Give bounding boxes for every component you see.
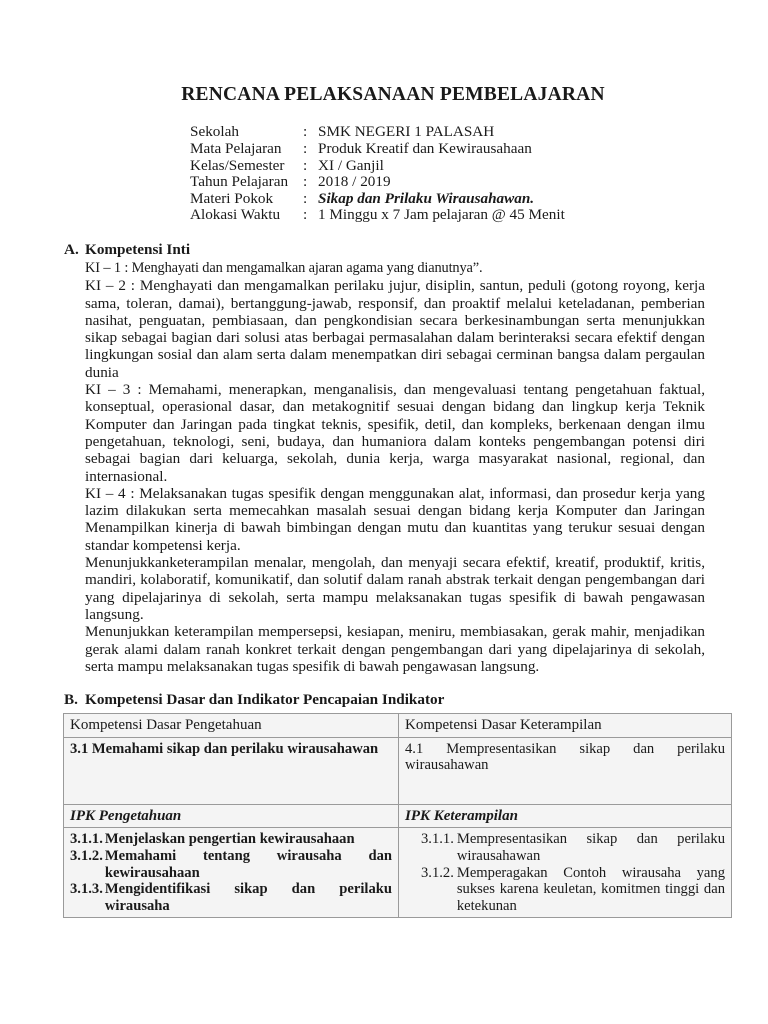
section-a-title: Kompetensi Inti	[85, 241, 191, 258]
ki-item-1: KI – 1 : Menghayati dan mengamalkan ajaran agama yang dianutnya”.	[85, 260, 483, 276]
ipk-number: 3.1.3.	[70, 881, 103, 898]
meta-value-sekolah: SMK NEGERI 1 PALASAH	[318, 123, 495, 141]
list-item	[70, 848, 392, 881]
kd-text-keterampilan: 4.1 Mempresentasikan sikap dan perilaku wirausahawan	[405, 740, 725, 774]
meta-label-tahun-pelajaran: Tahun Pelajaran	[190, 173, 289, 191]
section-kompetensi-inti	[0, 241, 768, 675]
section-a-letter: A.	[64, 241, 79, 258]
table-cell-header-pengetahuan	[64, 714, 399, 738]
ipk-text: Menjelaskan pengertian kewirausahaan	[104, 831, 355, 848]
meta-colon-tahun-pelajaran: :	[303, 173, 308, 191]
meta-colon-materi-pokok: :	[303, 189, 308, 207]
meta-row-mata-pelajaran	[190, 141, 768, 158]
kd-text-pengetahuan: 3.1 Memahami sikap dan perilaku wirausahawan	[70, 740, 379, 757]
meta-colon-mata-pelajaran: :	[303, 140, 308, 158]
section-b-letter: B.	[64, 691, 78, 709]
ki-item-keterampilan-konkret: Menunjukkan keterampilan mempersepsi, kesiapan, meniru, membiasakan, gerak mahir, menjadikan gerak alami dalam ranah konkret terkait dengan pengembangan dari yang dipelajarinya di sekolah, serta mampu melaksanakan tugas spesifik di bawah pengawasan langsung.	[85, 623, 705, 675]
table-cell-ipk-list-pengetahuan	[64, 828, 399, 918]
list-item	[70, 831, 392, 848]
section-kompetensi-dasar	[0, 691, 768, 709]
meta-value-materi-pokok: Sikap dan Prilaku Wirausahawan.	[318, 189, 535, 207]
list-item	[70, 881, 392, 914]
kompetensi-dasar-table-wrapper	[0, 713, 768, 918]
ipk-text: Mempresentasikan sikap dan perilaku wirausahawan	[456, 831, 725, 864]
kompetensi-dasar-table	[63, 713, 732, 918]
meta-row-alokasi-waktu	[190, 207, 768, 224]
meta-label-kelas-semester: Kelas/Semester	[190, 156, 285, 174]
header-label-ipk-keterampilan: IPK Keterampilan	[405, 807, 518, 824]
meta-row-sekolah	[190, 124, 768, 141]
table-row-ipk-body	[64, 828, 732, 918]
ki-item-2: KI – 2 : Menghayati dan mengamalkan perilaku jujur, disiplin, santun, peduli (gotong royong, kerja sama, toleran, damai), bertanggung-jawab, responsif, dan proaktif melalui keteladanan, pemberian nasihat, penguatan, pembiasaan, dan pengkondisian secara berkesinambungan serta menunjukkan sikap sebagai bagian dari solusi atas berbagai permasalahan dalam berinteraksi secara efektif dengan lingkungan sosial dan alam serta dalam menempatkan diri sebagai cerminan bangsa dalam pergaulan dunia	[85, 277, 705, 381]
ipk-text: Memperagakan Contoh wirausaha yang sukses karena keuletan, komitmen tinggi dan ketekunan	[456, 864, 725, 914]
table-cell-ipk-list-keterampilan	[399, 828, 732, 918]
table-cell-kd-keterampilan	[399, 737, 732, 804]
meta-colon-alokasi-waktu: :	[303, 206, 308, 224]
meta-label-materi-pokok: Materi Pokok	[190, 189, 274, 207]
meta-value-mata-pelajaran: Produk Kreatif dan Kewirausahaan	[318, 140, 532, 158]
kompetensi-inti-list	[64, 260, 768, 675]
header-label-kd-keterampilan: Kompetensi Dasar Keterampilan	[405, 717, 602, 734]
table-row-headers	[64, 714, 732, 738]
ipk-list-pengetahuan	[70, 831, 392, 914]
table-cell-ipk-header-keterampilan	[399, 804, 732, 828]
meta-value-tahun-pelajaran: 2018 / 2019	[318, 173, 391, 191]
meta-row-tahun-pelajaran	[190, 174, 768, 191]
section-b-title: Kompetensi Dasar dan Indikator Pencapaian Indikator	[85, 691, 445, 709]
ipk-text: Mengidentifikasi sikap dan perilaku wirausaha	[104, 881, 392, 914]
ipk-list-keterampilan	[405, 831, 725, 914]
ipk-number: 3.1.2.	[70, 847, 103, 864]
ki-item-3: KI – 3 : Memahami, menerapkan, menganalisis, dan mengevaluasi tentang pengetahuan faktual, konseptual, operasional dasar, dan metakognitif sesuai dengan bidang dan lingkup kerja Teknik Komputer dan Jaringan pada tingkat teknis, spesifik, detil, dan kompleks, berkenaan dengan ilmu pengetahuan, teknologi, seni, budaya, dan humaniora dalam konteks pengembangan potensi diri sebagai bagian dari keluarga, sekolah, dunia kerja, warga masyarakat nasional, regional, dan internasional.	[85, 381, 705, 485]
list-item	[421, 831, 725, 864]
meta-row-materi-pokok	[190, 191, 768, 208]
meta-label-alokasi-waktu: Alokasi Waktu	[190, 206, 281, 224]
ki-item-4: KI – 4 : Melaksanakan tugas spesifik dengan menggunakan alat, informasi, dan prosedur kerja yang lazim dilakukan serta memecahkan masalah sesuai dengan bidang kerja Komputer dan Jaringan Menampilkan kinerja di bawah bimbingan dengan mutu dan kuantitas yang terukur sesuai dengan standar kompetensi kerja.	[85, 484, 705, 554]
table-cell-ipk-header-pengetahuan	[64, 804, 399, 828]
meta-value-kelas-semester: XI / Ganjil	[318, 156, 384, 174]
section-a-heading	[64, 241, 768, 259]
table-row-kd	[64, 737, 732, 804]
table-row-ipk-headers	[64, 804, 732, 828]
meta-row-kelas-semester	[190, 158, 768, 175]
ki-item-keterampilan-abstrak: Menunjukkanketerampilan menalar, mengolah, dan menyaji secara efektif, kreatif, produktif, kritis, mandiri, kolaboratif, komunikatif, dan solutif dalam ranah abstrak terkait dengan pengembangan dari yang dipelajarinya di sekolah, serta mampu melaksanakan tugas spesifik di bawah pengawasan langsung.	[85, 554, 705, 623]
ipk-number: 3.1.2.	[421, 864, 454, 881]
header-label-ipk-pengetahuan: IPK Pengetahuan	[70, 807, 182, 824]
table-cell-header-keterampilan	[399, 714, 732, 738]
table-cell-kd-pengetahuan	[64, 737, 399, 804]
list-item	[421, 865, 725, 915]
meta-colon-sekolah: :	[303, 123, 308, 141]
meta-label-sekolah: Sekolah	[190, 123, 239, 141]
page-title: RENCANA PELAKSANAAN PEMBELAJARAN	[181, 84, 605, 105]
ipk-number: 3.1.1.	[70, 831, 103, 848]
header-label-kd-pengetahuan: Kompetensi Dasar Pengetahuan	[70, 717, 262, 734]
meta-colon-kelas-semester: :	[303, 156, 308, 174]
section-b-heading	[64, 691, 768, 709]
document-metadata	[190, 124, 768, 224]
ipk-number: 3.1.1.	[421, 831, 454, 848]
meta-value-alokasi-waktu: 1 Minggu x 7 Jam pelajaran @ 45 Menit	[318, 206, 565, 224]
ipk-text: Memahami tentang wirausaha dan kewirausahaan	[104, 847, 392, 881]
meta-label-mata-pelajaran: Mata Pelajaran	[190, 140, 282, 158]
